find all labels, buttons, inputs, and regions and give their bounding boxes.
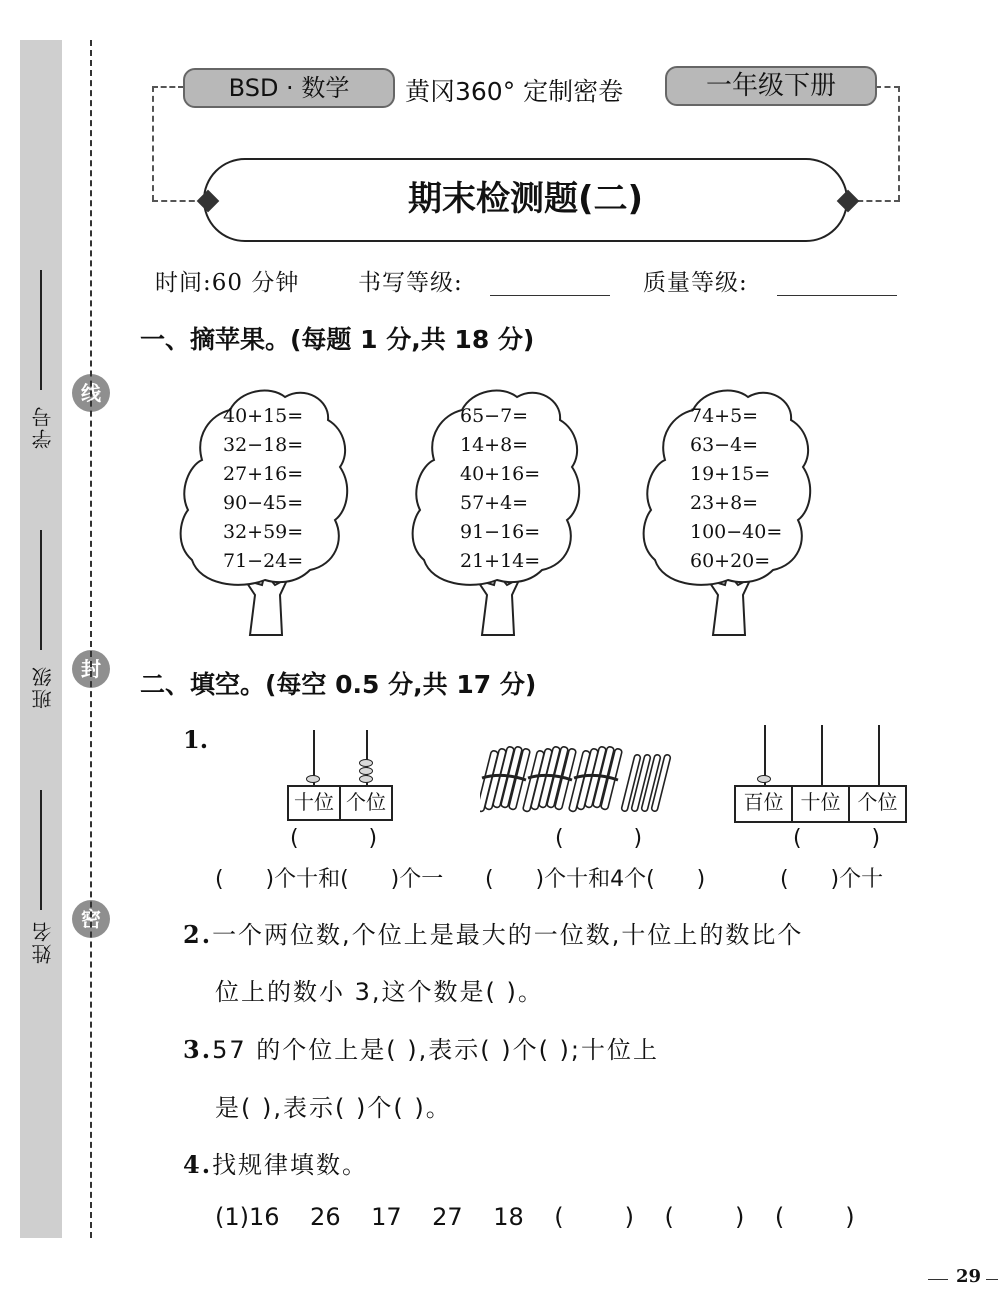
abacus1-ones-label: 个位 bbox=[339, 785, 393, 821]
writing-grade-label: 书写等级: bbox=[358, 270, 463, 296]
name-label: 姓名 bbox=[31, 920, 55, 964]
section2-heading: 二、填空。(每空 0.5 分,共 17 分) bbox=[140, 670, 537, 699]
subject-tag: BSD · 数学 bbox=[183, 68, 395, 108]
question-3-line1[interactable]: 57 的个位上是( ),表示( )个( );十位上 bbox=[212, 1036, 660, 1064]
abacus2-ones-label: 个位 bbox=[848, 785, 907, 823]
abacus2-rod-tens bbox=[821, 725, 823, 785]
question-2-line2[interactable]: 位上的数小 3,这个数是( )。 bbox=[215, 978, 544, 1006]
bead bbox=[359, 767, 373, 775]
equation: 23+8= bbox=[690, 492, 759, 514]
title-frame bbox=[203, 158, 848, 242]
writing-grade-field[interactable] bbox=[490, 294, 610, 296]
stick-bundles-icon bbox=[480, 738, 680, 820]
equation: 27+16= bbox=[223, 463, 304, 485]
question-1-number: 1. bbox=[183, 725, 209, 754]
bead bbox=[359, 775, 373, 783]
binding-margin bbox=[20, 40, 62, 1238]
student-id-label: 学号 bbox=[31, 405, 55, 449]
abacus2-rod-ones bbox=[878, 725, 880, 785]
abacus2-tens-label: 十位 bbox=[791, 785, 850, 823]
question-4-line1: 找规律填数。 bbox=[212, 1151, 369, 1179]
equation: 21+14= bbox=[460, 550, 541, 572]
time-limit: 时间:60 分钟 bbox=[155, 270, 300, 296]
bundle-2 bbox=[523, 746, 577, 812]
question-2-line1: 一个两位数,个位上是最大的一位数,十位上的数比个 bbox=[212, 921, 804, 949]
question-4-number: 4. bbox=[183, 1150, 213, 1179]
abacus1-answer-blank[interactable]: ( ) bbox=[290, 826, 378, 851]
question-3-line2[interactable]: 是( ),表示( )个( )。 bbox=[215, 1094, 452, 1122]
question-4 bbox=[183, 1145, 368, 1180]
equation: 40+15= bbox=[223, 405, 304, 427]
page-number: 29 bbox=[956, 1266, 982, 1287]
equation: 74+5= bbox=[690, 405, 759, 427]
seal-line: 线 bbox=[72, 374, 110, 412]
page-number-rule-left bbox=[928, 1279, 948, 1280]
equation: 100−40= bbox=[690, 521, 783, 543]
equation: 32−18= bbox=[223, 434, 304, 456]
question-3 bbox=[183, 1030, 659, 1065]
series-title: 黄冈360° 定制密卷 bbox=[405, 77, 624, 106]
seal-secret: 密 bbox=[72, 900, 110, 938]
abacus2-caption[interactable]: ( )个十 bbox=[780, 867, 884, 892]
equation: 19+15= bbox=[690, 463, 771, 485]
abacus1-tens-label: 十位 bbox=[287, 785, 341, 821]
abacus1-caption[interactable]: ( )个十和( )个一 bbox=[215, 867, 444, 892]
bead bbox=[757, 775, 771, 783]
tree-2-equations bbox=[460, 402, 540, 576]
bead bbox=[359, 759, 373, 767]
equation: 71−24= bbox=[223, 550, 304, 572]
bundles-answer-blank[interactable]: ( ) bbox=[555, 826, 643, 851]
equation: 90−45= bbox=[223, 492, 304, 514]
equation: 40+16= bbox=[460, 463, 541, 485]
equation: 91−16= bbox=[460, 521, 541, 543]
question-2 bbox=[183, 915, 803, 950]
bundles-caption[interactable]: ( )个十和4个( ) bbox=[485, 867, 706, 892]
tree-3-equations bbox=[690, 402, 782, 576]
equation: 63−4= bbox=[690, 434, 759, 456]
bundle-1 bbox=[480, 746, 530, 812]
class-label: 班级 bbox=[31, 665, 55, 709]
equation: 57+4= bbox=[460, 492, 529, 514]
question-3-number: 3. bbox=[183, 1035, 213, 1064]
equation: 65−7= bbox=[460, 405, 529, 427]
grade-tag: 一年级下册 bbox=[665, 66, 877, 106]
bead bbox=[306, 775, 320, 783]
abacus2-answer-blank[interactable]: ( ) bbox=[793, 826, 881, 851]
page-title: 期末检测题(二) bbox=[407, 179, 644, 219]
tree-1-equations bbox=[223, 402, 303, 576]
loose-sticks bbox=[621, 754, 671, 812]
section1-heading: 一、摘苹果。(每题 1 分,共 18 分) bbox=[140, 325, 535, 354]
equation: 14+8= bbox=[460, 434, 529, 456]
question-4-sequence[interactable]: (1)16 26 17 27 18 ( ) ( ) ( ) bbox=[215, 1203, 855, 1231]
equation: 32+59= bbox=[223, 521, 304, 543]
bundle-3 bbox=[569, 746, 623, 812]
question-2-number: 2. bbox=[183, 920, 213, 949]
equation: 60+20= bbox=[690, 550, 771, 572]
quality-grade-label: 质量等级: bbox=[643, 270, 748, 296]
seal-seal: 封 bbox=[72, 650, 110, 688]
cut-line bbox=[90, 40, 92, 1238]
abacus2-hundreds-label: 百位 bbox=[734, 785, 793, 823]
quality-grade-field[interactable] bbox=[777, 294, 897, 296]
page-number-rule-right bbox=[986, 1279, 998, 1280]
